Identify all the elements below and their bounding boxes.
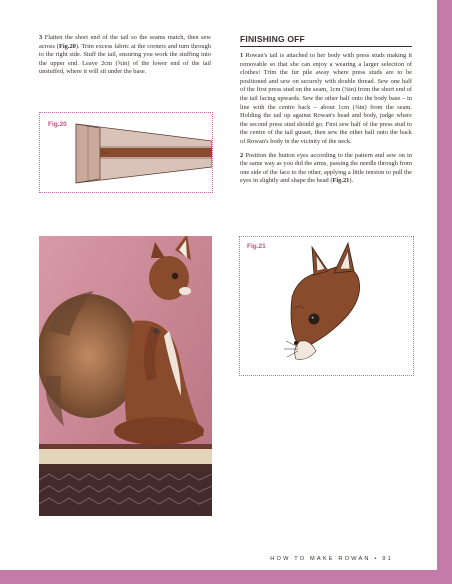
head-shape: [291, 267, 360, 347]
book-cover-top: [39, 444, 212, 449]
button-eye: [309, 314, 320, 325]
book-pattern: [39, 472, 212, 516]
rowan-photo: [39, 236, 212, 516]
squirrel-head-diagram: [240, 237, 413, 375]
nose: [294, 341, 298, 345]
finishing-off-heading: FINISHING OFF: [240, 34, 412, 47]
footer-bullet: •: [374, 556, 379, 562]
left-column: [39, 34, 211, 77]
step-1-number: 1: [240, 52, 244, 59]
tail-diagram: [40, 113, 212, 192]
squirrel-leg: [114, 417, 204, 445]
step-3-number: 3: [39, 34, 43, 41]
fig-21-box: [239, 236, 414, 376]
running-title: HOW TO MAKE ROWAN: [270, 556, 371, 562]
squirrel-photo-illustration: [39, 236, 212, 516]
ear-left-inner: [316, 255, 325, 271]
fig-21-label: Fig.21: [247, 243, 266, 250]
squirrel-muzzle: [179, 287, 191, 295]
fig-21-reference: Fig.21: [332, 177, 350, 185]
fig-20-box: [39, 112, 213, 193]
book-pages: [39, 448, 212, 464]
step-2-number: 2: [240, 151, 244, 159]
fig-20-label: Fig.20: [48, 121, 67, 128]
page-number: 91: [382, 556, 393, 562]
fig-20-reference: Fig.20: [58, 42, 76, 50]
step-2-paragraph: 2 Position the button eyes according to the pattern and sew on in the same way as you did the arms, passing the needle through from one side of the face to the other, applying a little tension to pull the eyes in slightly and shape the head (Fig.21).: [240, 151, 412, 185]
page-footer: [270, 556, 393, 562]
arm-button: [153, 328, 159, 334]
squirrel-eye: [172, 273, 178, 279]
step-1-paragraph: 1 Rowan's tail is attached to her body with press studs making it removable so that she can enjoy a wearing a larger selection of clothes! Trim the fur pile away where press studs are to be positioned and sew on securely with double thread. Sew one half of the first press stud on the seam, 1cm (⅜in) from the short end of the tail facing upwards. Sew the other half onto the body base – in line with the centre back – about 1cm (⅜in) from the seam. Holding the tail up against Rowan's head and body, judge where the second press stud should go. First sew half of the press stud to the centre of the tail gusset, then sew the other half onto the back of Rowan's body in the vicinity of the neck.: [240, 52, 412, 145]
step-3-paragraph: 3 Flatten the short end of the tail so the seams match, then sew across (Fig.20). Trim excess fabric at the corners and turn through to the right side. Stuff the tail, ensuring you work the stuffing into the upper end. Leave 2cm (¾in) of the lower end of the tail unstuffed, where it will sit under the base.: [39, 34, 211, 76]
tail-gusset-strip: [100, 148, 212, 157]
right-column: [240, 34, 412, 186]
